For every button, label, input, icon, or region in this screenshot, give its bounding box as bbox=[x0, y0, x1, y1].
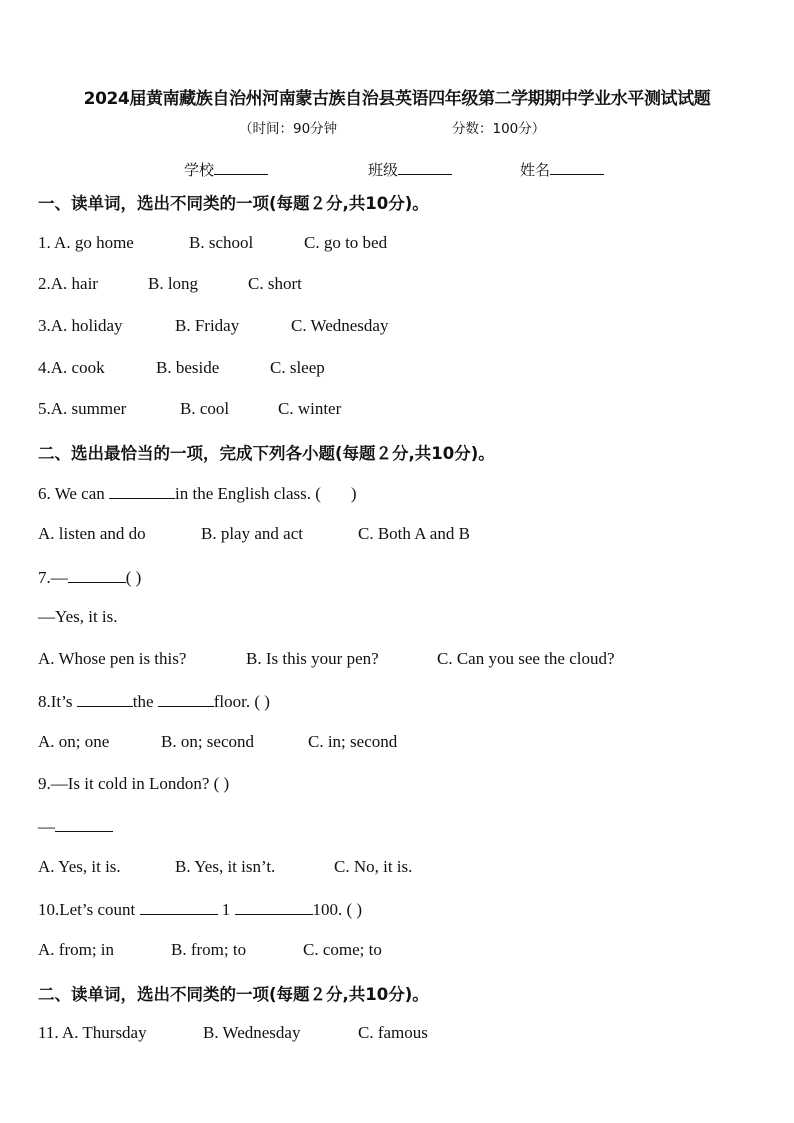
q5-option-b: B. cool bbox=[180, 399, 230, 418]
exam-time: （时间：90分钟 bbox=[239, 121, 338, 137]
q10-blank-1 bbox=[140, 898, 218, 915]
q9-reply: — bbox=[38, 817, 55, 836]
q7-option-c: C. Can you see the cloud? bbox=[437, 649, 615, 668]
q8-after: floor. ( ) bbox=[213, 692, 270, 711]
q1-option-a: 1. A. go home bbox=[38, 233, 134, 252]
page-title: 2024届黄南藏族自治州河南蒙古族自治县英语四年级第二学期期中学业水平测试试题 bbox=[83, 89, 711, 109]
q9-reply-line bbox=[38, 815, 113, 837]
q7-option-a: A. Whose pen is this? bbox=[38, 649, 187, 668]
q6-stem bbox=[38, 482, 357, 504]
q8-option-b: B. on; second bbox=[161, 732, 255, 751]
q8-mid: the bbox=[132, 692, 154, 711]
q9-option-a: A. Yes, it is. bbox=[38, 857, 121, 876]
name-field bbox=[520, 159, 604, 180]
q2-option-c: C. short bbox=[248, 274, 302, 293]
q10-option-a: A. from; in bbox=[38, 940, 115, 959]
name-blank bbox=[550, 159, 604, 175]
q2-option-a: 2.A. hair bbox=[38, 274, 98, 293]
q7-before: 7.— bbox=[38, 568, 68, 587]
school-blank bbox=[214, 159, 268, 175]
q9-blank bbox=[55, 815, 113, 832]
q7-option-b: B. Is this your pen? bbox=[246, 649, 379, 668]
class-label: 班级 bbox=[368, 161, 399, 179]
q9-option-c: C. No, it is. bbox=[334, 857, 413, 876]
q10-mid: 1 bbox=[221, 900, 231, 919]
q8-blank-1 bbox=[77, 690, 133, 707]
q8-stem bbox=[38, 690, 270, 712]
q4-option-b: B. beside bbox=[156, 358, 220, 377]
section2-heading: 二、选出最恰当的一项，完成下列各小题(每题２分,共10分)。 bbox=[38, 444, 495, 463]
q10-blank-2 bbox=[235, 898, 313, 915]
q11-option-c: C. famous bbox=[358, 1023, 428, 1042]
q7-stem bbox=[38, 566, 141, 588]
q7-paren: ( ) bbox=[125, 568, 142, 587]
section3-heading: 二、读单词，选出不同类的一项(每题２分,共10分)。 bbox=[38, 985, 429, 1004]
q1-option-c: C. go to bed bbox=[304, 233, 388, 252]
exam-score: 分数：100分） bbox=[452, 121, 546, 137]
q3-option-c: C. Wednesday bbox=[291, 316, 389, 335]
q11-option-a: 11. A. Thursday bbox=[38, 1023, 147, 1042]
class-blank bbox=[398, 159, 452, 175]
section1-heading: 一、读单词，选出不同类的一项(每题２分,共10分)。 bbox=[38, 194, 429, 213]
q11-option-b: B. Wednesday bbox=[203, 1023, 301, 1042]
q6-close: ) bbox=[350, 484, 357, 503]
q5-option-a: 5.A. summer bbox=[38, 399, 127, 418]
q10-stem bbox=[38, 898, 362, 920]
q9-option-b: B. Yes, it isn’t. bbox=[175, 857, 276, 876]
class-field bbox=[368, 159, 452, 180]
q3-option-b: B. Friday bbox=[175, 316, 240, 335]
q9-question: 9.—Is it cold in London? ( ) bbox=[38, 774, 230, 793]
q6-option-b: B. play and act bbox=[201, 524, 303, 543]
q5-option-c: C. winter bbox=[278, 399, 342, 418]
q1-option-b: B. school bbox=[189, 233, 254, 252]
q10-option-b: B. from; to bbox=[171, 940, 247, 959]
q7-blank bbox=[68, 566, 126, 583]
school-label: 学校 bbox=[184, 161, 215, 179]
q6-option-c: C. Both A and B bbox=[358, 524, 470, 543]
school-field bbox=[184, 159, 268, 180]
q10-option-c: C. come; to bbox=[303, 940, 382, 959]
q6-blank bbox=[109, 482, 175, 499]
q7-reply: —Yes, it is. bbox=[38, 607, 118, 626]
q6-before: 6. We can bbox=[38, 484, 105, 503]
q8-blank-2 bbox=[158, 690, 214, 707]
q4-option-c: C. sleep bbox=[270, 358, 325, 377]
q8-option-c: C. in; second bbox=[308, 732, 398, 751]
q10-before: 10.Let’s count bbox=[38, 900, 136, 919]
q4-option-a: 4.A. cook bbox=[38, 358, 105, 377]
name-label: 姓名 bbox=[520, 161, 551, 179]
q2-option-b: B. long bbox=[148, 274, 199, 293]
q8-option-a: A. on; one bbox=[38, 732, 110, 751]
q6-option-a: A. listen and do bbox=[38, 524, 146, 543]
q6-after: in the English class. ( bbox=[175, 484, 321, 503]
q10-after: 100. ( ) bbox=[312, 900, 363, 919]
q8-before: 8.It’s bbox=[38, 692, 73, 711]
q3-option-a: 3.A. holiday bbox=[38, 316, 123, 335]
